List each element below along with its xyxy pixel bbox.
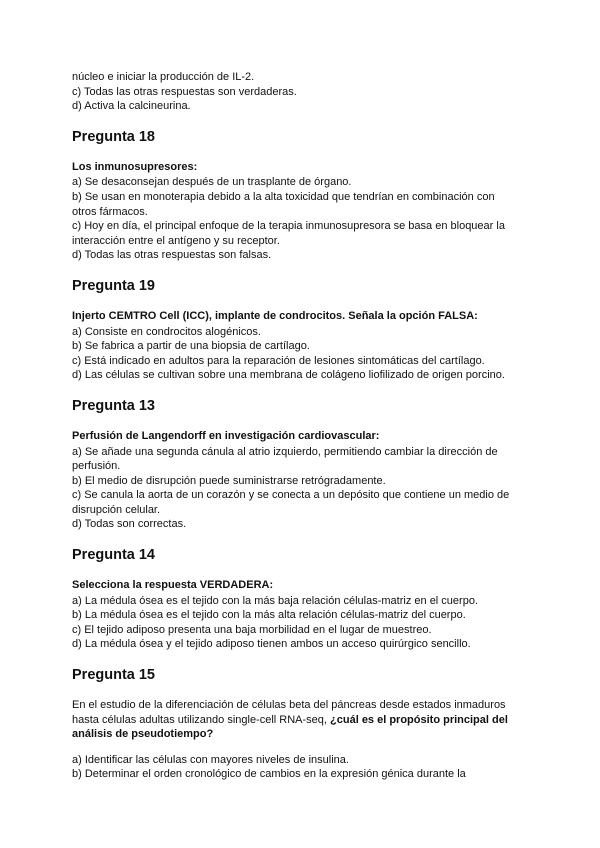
intro-block bbox=[72, 70, 514, 114]
answer-line: b) Se usan en monoterapia debido a la alta toxicidad que tendrían en combinación con bbox=[72, 190, 495, 203]
answer-line: d) Todas son correctas. bbox=[72, 518, 187, 531]
question-title: Pregunta 18 bbox=[72, 128, 155, 145]
paragraph-line bbox=[72, 727, 514, 742]
answer-line: b) Determinar el orden cronológico de cambios en la expresión génica durante la bbox=[72, 768, 466, 781]
question-stem: Los inmunosupresores: bbox=[72, 160, 198, 173]
answer-line: d) Las células se cultivan sobre una membrana de colágeno liofilizado de origen porcino. bbox=[72, 369, 505, 382]
question-paragraph bbox=[72, 698, 514, 742]
answer-line: disrupción celular. bbox=[72, 503, 161, 516]
intro-line: c) Todas las otras respuestas son verdaderas. bbox=[72, 85, 297, 98]
paragraph-bold-text: análisis de pseudotiempo? bbox=[72, 728, 214, 741]
question-19 bbox=[72, 277, 514, 383]
paragraph-line bbox=[72, 713, 514, 728]
question-18 bbox=[72, 128, 514, 263]
answer-line: a) Se desaconsejan después de un trasplante de órgano. bbox=[72, 176, 352, 189]
question-15 bbox=[72, 666, 514, 782]
answer-line: a) Se añade una segunda cánula al atrio izquierdo, permitiendo cambiar la dirección de bbox=[72, 445, 498, 458]
answer-line: b) Se fabrica a partir de una biopsia de cartílago. bbox=[72, 340, 310, 353]
question-title: Pregunta 13 bbox=[72, 397, 155, 414]
answer-line: a) La médula ósea es el tejido con la más baja relación células-matriz en el cuerpo. bbox=[72, 594, 478, 607]
intro-line: núcleo e iniciar la producción de IL-2. bbox=[72, 71, 255, 83]
answer-line: c) Hoy en día, el principal enfoque de la terapia inmunosupresora se basa en bloquear la bbox=[72, 220, 505, 233]
answer-line: a) Identificar las células con mayores niveles de insulina. bbox=[72, 753, 349, 766]
answer-line: c) Se canula la aorta de un corazón y se conecta a un depósito que contiene un medio de bbox=[72, 489, 510, 502]
answer-line: perfusión. bbox=[72, 460, 121, 473]
question-14 bbox=[72, 546, 514, 652]
question-title: Pregunta 14 bbox=[72, 547, 155, 564]
answer-line: interacción entre el antígeno y su receptor. bbox=[72, 234, 280, 247]
question-title: Pregunta 15 bbox=[72, 667, 155, 684]
question-title: Pregunta 19 bbox=[72, 277, 155, 294]
answer-line: b) El medio de disrupción puede suministrarse retrógradamente. bbox=[72, 474, 386, 487]
intro-line: d) Activa la calcineurina. bbox=[72, 100, 191, 113]
question-stem: Selecciona la respuesta VERDADERA: bbox=[72, 579, 274, 592]
paragraph-line: En el estudio de la diferenciación de células beta del páncreas desde estados inmaduros bbox=[72, 699, 506, 712]
spacer bbox=[72, 742, 514, 753]
answer-line: otros fármacos. bbox=[72, 205, 148, 218]
answer-line: d) Todas las otras respuestas son falsas. bbox=[72, 249, 272, 262]
answer-line: b) La médula ósea es el tejido con la más alta relación células-matriz del cuerpo. bbox=[72, 609, 466, 622]
question-13 bbox=[72, 397, 514, 532]
answer-line: c) El tejido adiposo presenta una baja morbilidad en el lugar de muestreo. bbox=[72, 623, 432, 636]
paragraph-text: hasta células adultas utilizando single-cell RNA-seq, bbox=[72, 713, 331, 726]
answer-line: c) Está indicado en adultos para la reparación de lesiones sintomáticas del cartílago. bbox=[72, 354, 485, 367]
paragraph-bold-text: ¿cuál es el propósito principal del bbox=[330, 713, 508, 726]
question-stem: Injerto CEMTRO Cell (ICC), implante de condrocitos. Señala la opción FALSA: bbox=[72, 309, 478, 322]
answer-line: a) Consiste en condrocitos alogénicos. bbox=[72, 325, 261, 338]
answer-line: d) La médula ósea y el tejido adiposo tienen ambos un acceso quirúrgico sencillo. bbox=[72, 638, 471, 651]
question-stem: Perfusión de Langendorff en investigación cardiovascular: bbox=[72, 429, 380, 442]
